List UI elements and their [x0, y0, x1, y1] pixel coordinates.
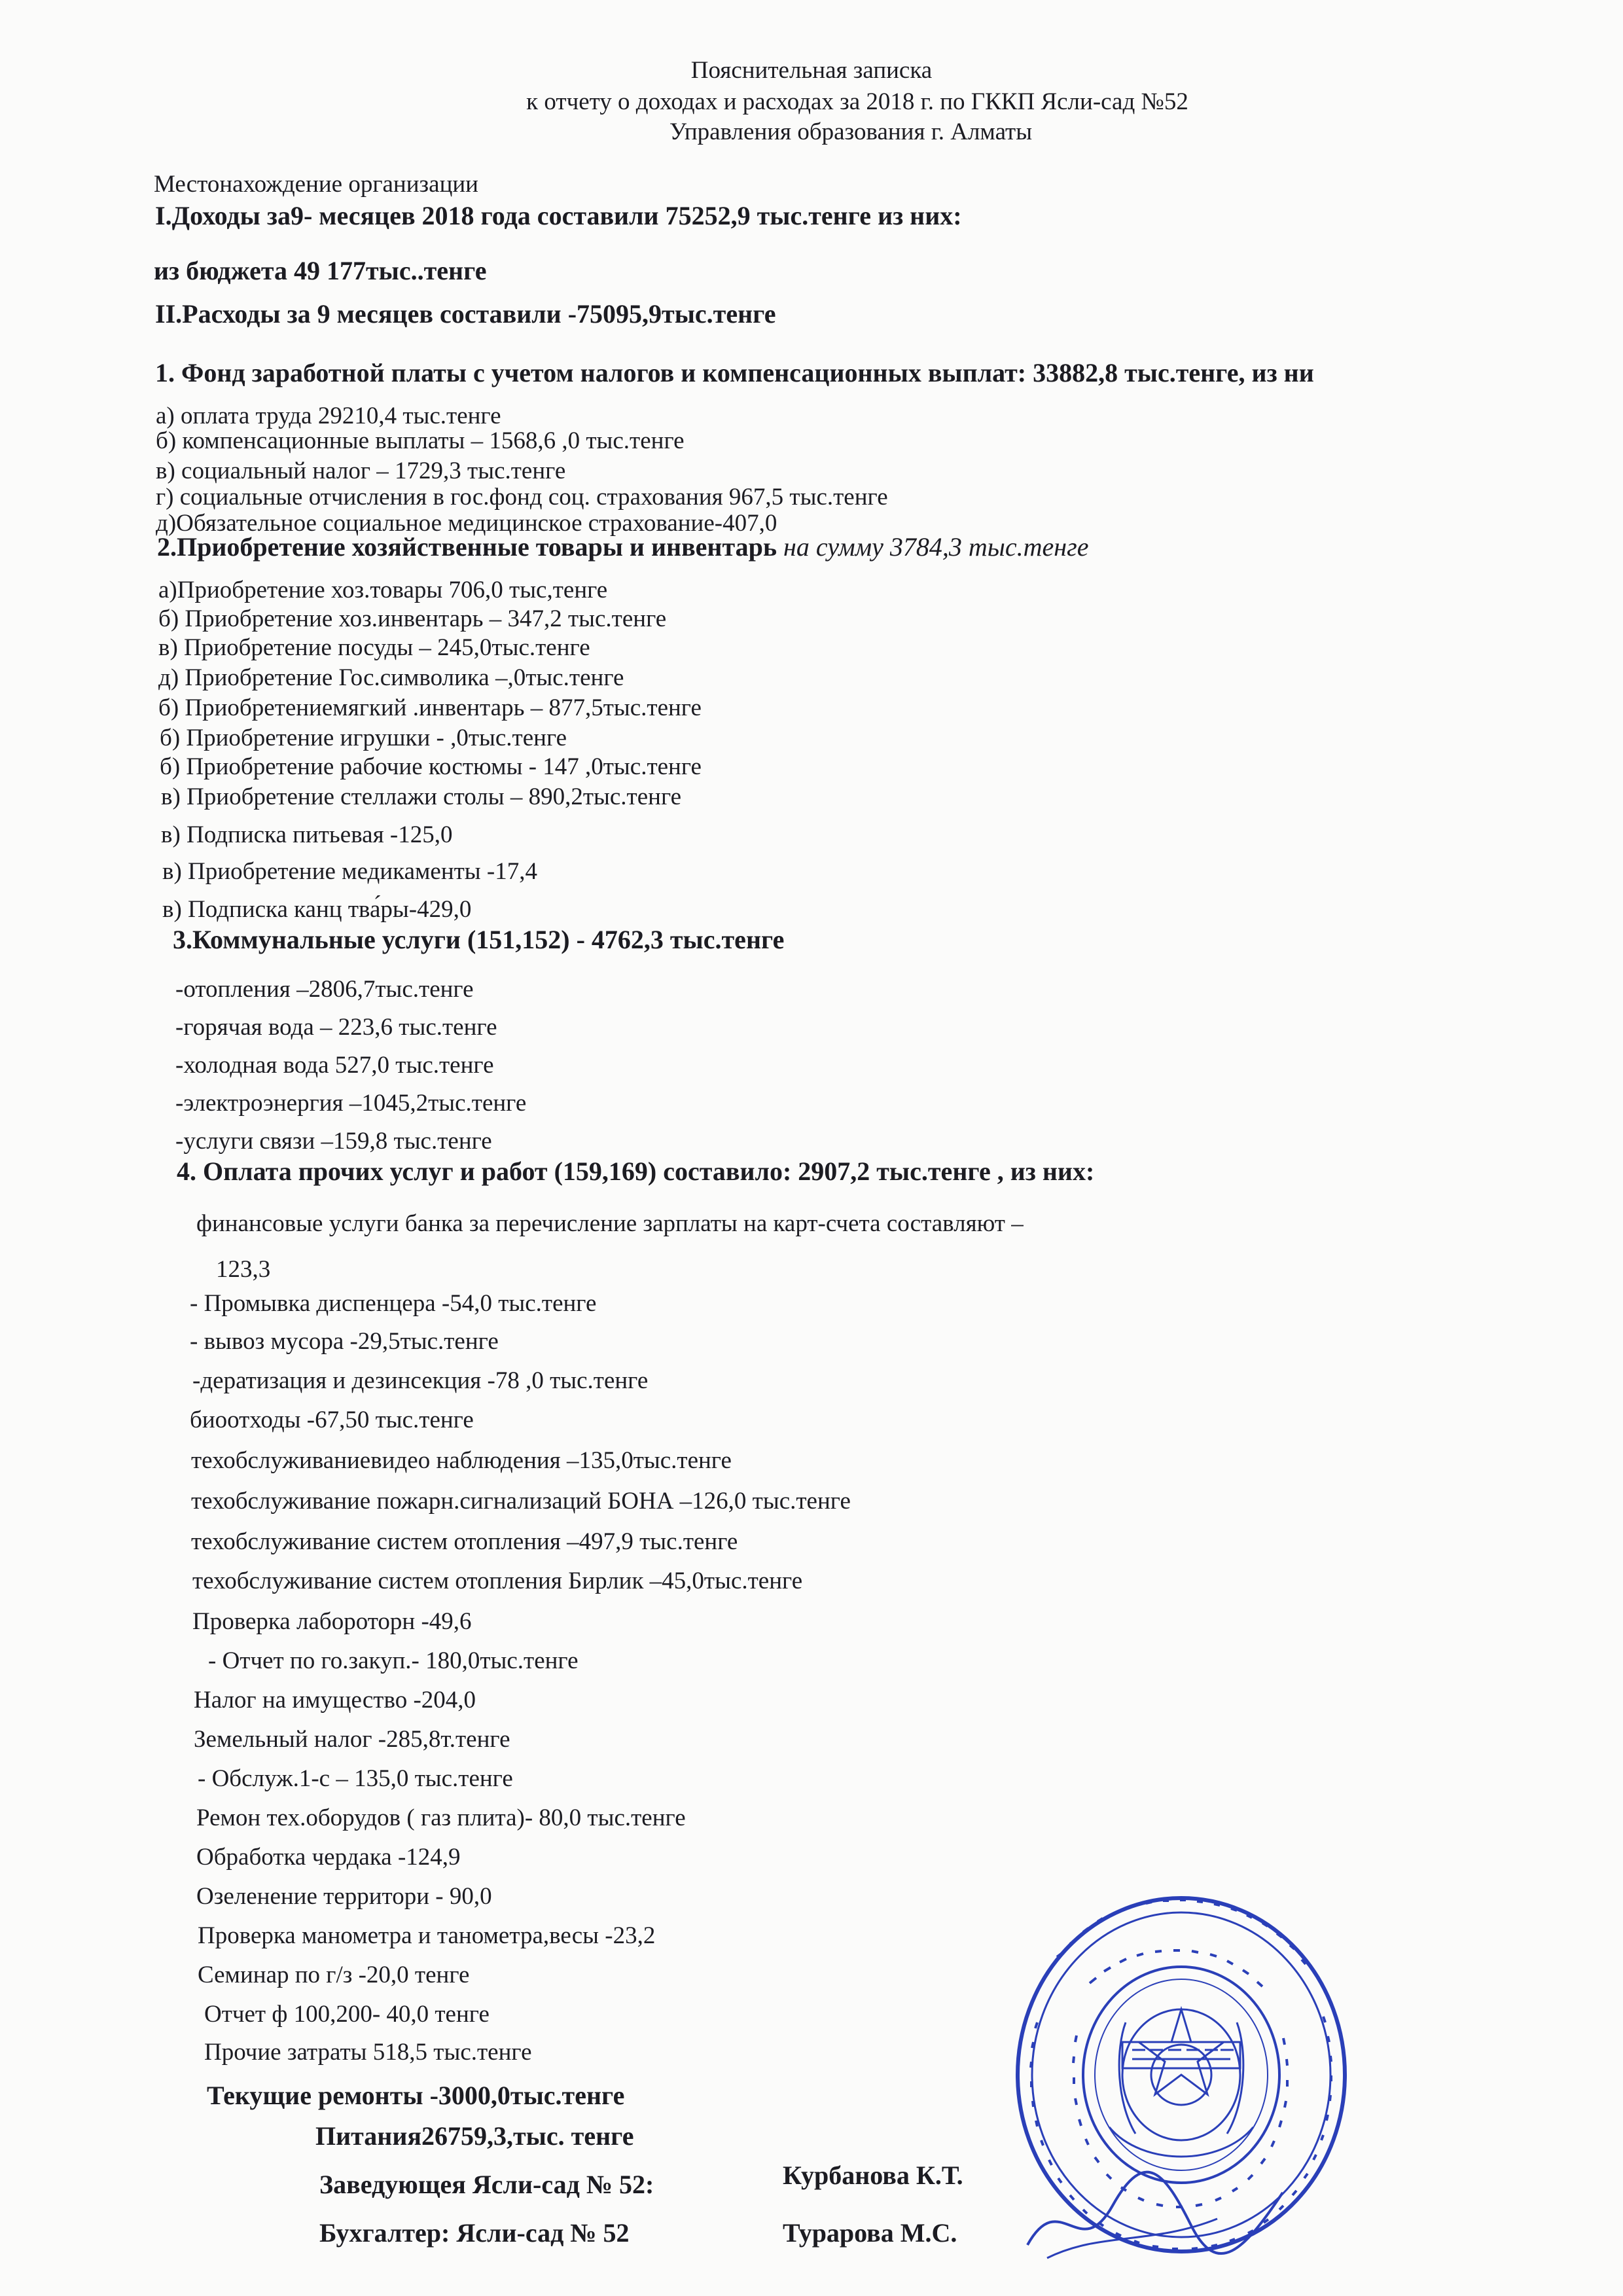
section2-item: в) Подписка канц тва́ры-429,0 [162, 896, 472, 923]
section2-item: д) Приобретение Гос.символика –,0тыс.тенге [158, 664, 624, 691]
section1-item: г) социальные отчисления в гос.фонд соц. страхования 967,5 тыс.тенге [156, 484, 888, 511]
section3-item: -горячая вода – 223,6 тыс.тенге [175, 1014, 497, 1041]
income-budget: из бюджета 49 177тыс..тенге [154, 256, 487, 285]
section4-item: 123,3 [216, 1256, 271, 1283]
section2-item: а)Приобретение хоз.товары 706,0 тыс,тенге [158, 577, 608, 603]
section4-item: Земельный налог -285,8т.тенге [194, 1726, 510, 1753]
section2-heading [157, 533, 1088, 562]
section2-heading-sum: на сумму 3784,3 тыс.тенге [783, 532, 1089, 562]
section2-item: в) Приобретение стеллажи столы – 890,2тыс.тенге [161, 783, 682, 810]
doc-subtitle-1: к отчету о доходах и расходах за 2018 г. по ГККП Ясли-сад №52 [526, 88, 1188, 115]
expenses-heading: II.Расходы за 9 месяцев составили -75095,9тыс.тенге [155, 299, 776, 329]
organization-seal [1011, 1878, 1351, 2271]
section4-heading: 4. Оплата прочих услуг и работ (159,169) составило: 2907,2 тыс.тенге , из них: [177, 1157, 1095, 1186]
section4-item: Отчет ф 100,200- 40,0 тенге [204, 2001, 490, 2028]
section4-item: Обработка чердака -124,9 [196, 1844, 461, 1871]
section4-item: Озеленение территори - 90,0 [196, 1883, 492, 1910]
section3-item: -услуги связи –159,8 тыс.тенге [175, 1128, 492, 1155]
section4-item: финансовые услуги банка за перечисление зарплаты на карт-счета составляют – [196, 1210, 1024, 1237]
section1-item: а) оплата труда 29210,4 тыс.тенге [156, 403, 501, 429]
section4-item: Ремон тех.оборудов ( газ плита)- 80,0 тыс.тенге [196, 1804, 686, 1831]
section4-item: - вывоз мусора -29,5тыс.тенге [190, 1328, 499, 1355]
section2-heading-text: 2.Приобретение хозяйственные товары и инвентарь [157, 532, 784, 562]
section2-item: б) Приобретение игрушки - ,0тыс.тенге [160, 725, 567, 751]
section4-item: техобслуживаниевидео наблюдения –135,0тыс.тенге [191, 1447, 732, 1474]
section4-item: техобслуживание систем отопления –497,9 тыс.тенге [191, 1528, 738, 1555]
doc-subtitle-2: Управления образования г. Алматы [669, 118, 1033, 145]
section1-item: б) компенсационные выплаты – 1568,6 ,0 тыс.тенге [156, 427, 685, 454]
section2-item: в) Приобретение медикаменты -17,4 [162, 858, 537, 885]
section2-item: б) Приобретениемягкий .инвентарь – 877,5тыс.тенге [158, 694, 702, 721]
section4-item: Налог на имущество -204,0 [194, 1687, 476, 1713]
section4-item: Проверка манометра и танометра,весы -23,2 [198, 1922, 656, 1949]
section2-item: б) Приобретение хоз.инвентарь – 347,2 тыс.тенге [158, 605, 667, 632]
income-heading: I.Доходы за9- месяцев 2018 года составили 75252,9 тыс.тенге из них: [155, 201, 962, 230]
section4-item: -дератизация и дезинсекция -78 ,0 тыс.тенге [192, 1367, 649, 1394]
section1-item: д)Обязательное социальное медицинское страхование-407,0 [156, 510, 777, 537]
location-label: Местонахождение организации [154, 171, 478, 198]
section4-item: - Обслуж.1-с – 135,0 тыс.тенге [198, 1765, 513, 1792]
head-label: Заведующея Ясли-сад № 52: [319, 2170, 654, 2199]
head-name: Курбанова К.Т. [783, 2161, 963, 2190]
section4-item: Проверка лабороторн -49,6 [192, 1608, 472, 1635]
section4-item: - Промывка диспенцера -54,0 тыс.тенге [190, 1290, 597, 1317]
section3-heading: 3.Коммунальные услуги (151,152) - 4762,3 тыс.тенге [173, 925, 785, 954]
accountant-label: Бухгалтер: Ясли-сад № 52 [319, 2218, 630, 2248]
section3-item: -электроэнергия –1045,2тыс.тенге [175, 1090, 527, 1117]
section3-item: -отопления –2806,7тыс.тенге [175, 976, 474, 1003]
food-line: Питания26759,3,тыс. тенге [315, 2121, 634, 2151]
section1-item: в) социальный налог – 1729,3 тыс.тенге [156, 457, 566, 484]
section4-item: - Отчет по го.закуп.- 180,0тыс.тенге [208, 1647, 579, 1674]
repairs-line: Текущие ремонты -3000,0тыс.тенге [207, 2081, 625, 2110]
section1-heading: 1. Фонд заработной платы с учетом налогов и компенсационных выплат: 33882,8 тыс.тенге, из ни [155, 358, 1314, 387]
accountant-name: Турарова М.С. [783, 2218, 957, 2248]
section2-item: в) Подписка питьевая -125,0 [161, 821, 453, 848]
section4-item: биоотходы -67,50 тыс.тенге [190, 1407, 474, 1433]
doc-title: Пояснительная записка [690, 57, 933, 84]
section2-item: б) Приобретение рабочие костюмы - 147 ,0тыс.тенге [160, 753, 702, 780]
section3-item: -холодная вода 527,0 тыс.тенге [175, 1052, 494, 1079]
section4-item: техобслуживание пожарн.сигнализаций БОНА –126,0 тыс.тенге [191, 1488, 851, 1515]
section4-item: Прочие затраты 518,5 тыс.тенге [204, 2039, 532, 2066]
section4-item: техобслуживание систем отопления Бирлик –45,0тыс.тенге [192, 1568, 803, 1594]
section4-item: Семинар по г/з -20,0 тенге [198, 1962, 470, 1988]
section2-item: в) Приобретение посуды – 245,0тыс.тенге [158, 634, 590, 661]
